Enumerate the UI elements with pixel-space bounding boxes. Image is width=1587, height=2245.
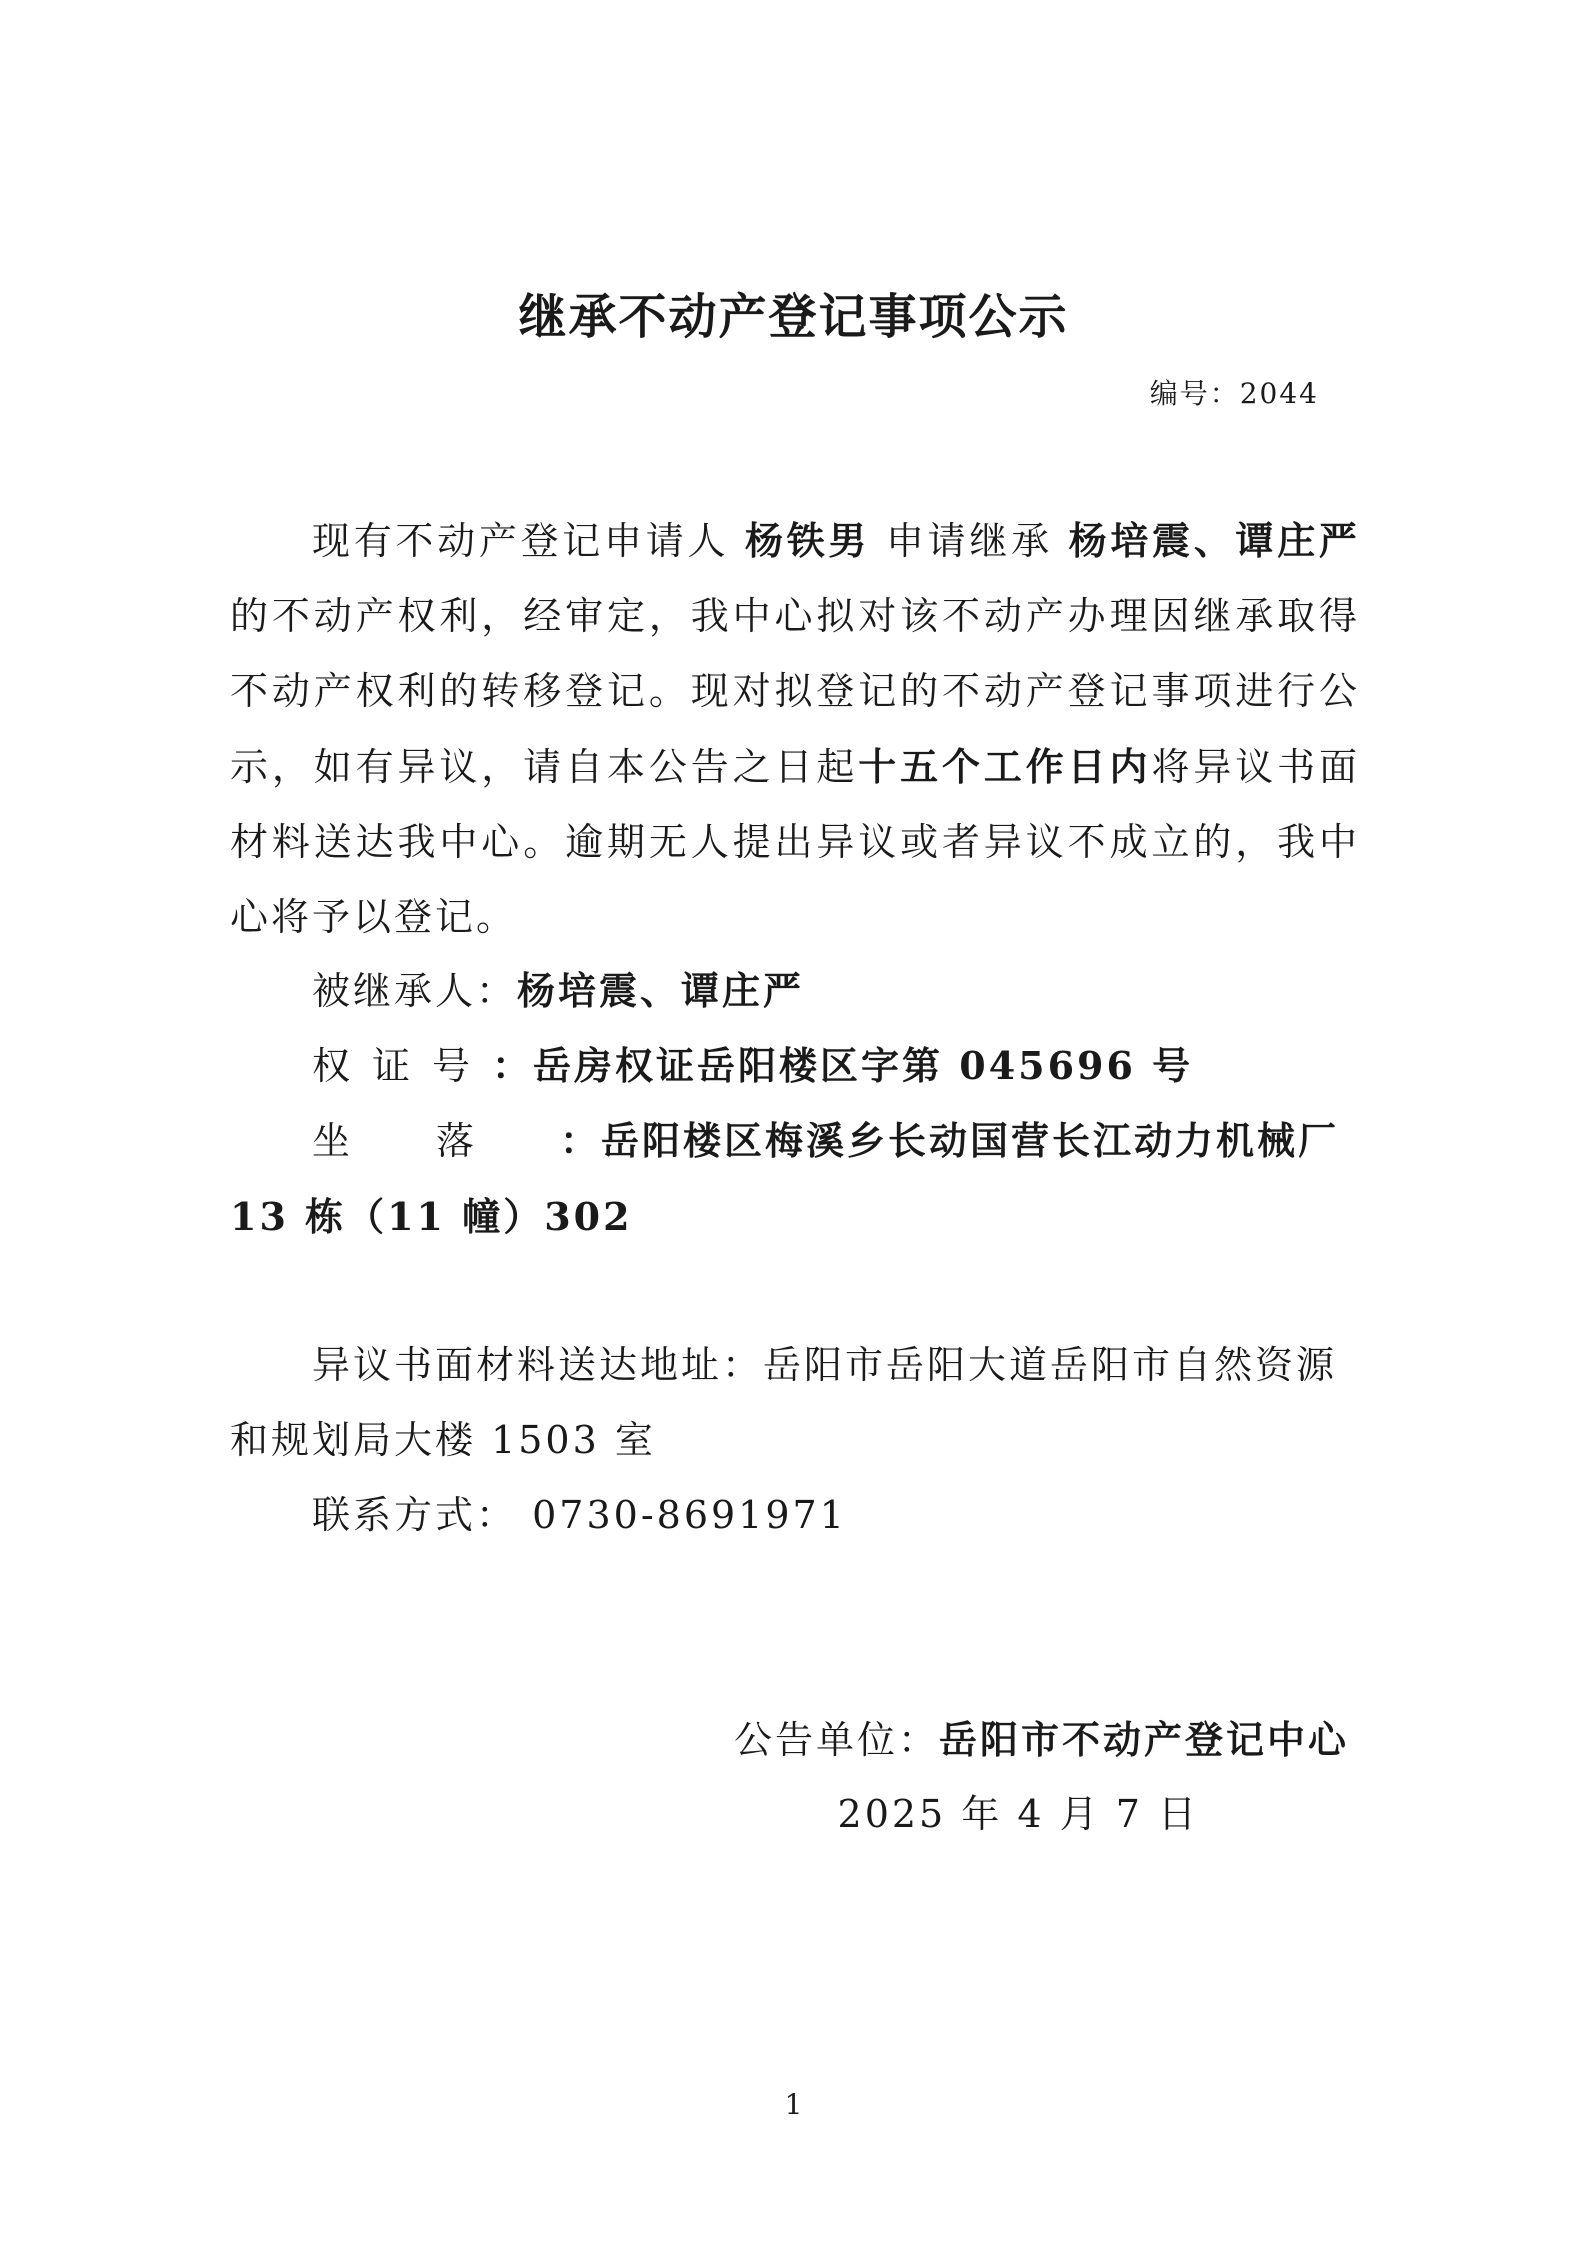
issuer-line	[734, 1702, 1349, 1778]
location-colon: ：	[560, 1118, 602, 1163]
heir-value: 杨培震、谭庄严	[517, 968, 805, 1013]
location-row	[230, 1103, 1360, 1255]
document-number: 编号：2044	[1149, 377, 1319, 410]
objection-deadline: 十五个工作日内	[858, 744, 1152, 789]
main-paragraph	[230, 503, 1360, 955]
address-label: 异议书面材料送达地址：	[312, 1343, 764, 1387]
location-label: 坐落	[312, 1119, 561, 1163]
address-value: 岳阳市岳阳大道岳阳市自然资源和规划局大楼 1503 室	[230, 1343, 1338, 1462]
location-value: 岳阳楼区梅溪乡长动国营长江动力机械厂 13 栋（11 幢）302	[230, 1118, 1340, 1239]
certificate-colon: ：	[492, 1043, 534, 1088]
page-number: 1	[784, 2088, 803, 2121]
certificate-row	[230, 1028, 1360, 1104]
heir-row	[230, 953, 1360, 1029]
certificate-value: 岳房权证岳阳楼区字第 045696 号	[533, 1043, 1194, 1088]
contact-row	[230, 1478, 1360, 1553]
decedent-names: 杨培震、谭庄严	[1068, 518, 1360, 563]
paragraph-closing: 将异议书面材料送达我中心。逾期无人提出异议或者异议不成立的，我中心将予以登记。	[230, 745, 1360, 939]
contact-phone: 0730-8691971	[532, 1493, 847, 1537]
address-row	[230, 1328, 1360, 1478]
paragraph-intro: 现有不动产登记申请人	[312, 519, 730, 563]
issuer-name: 岳阳市不动产登记中心	[938, 1717, 1349, 1762]
issuer-label: 公告单位：	[733, 1718, 939, 1762]
paragraph-inherit: 申请继承	[885, 519, 1053, 563]
notice-title: 继承不动产登记事项公示	[518, 289, 1069, 345]
paragraph-body: 的不动产权利，经审定，我中心拟对该不动产办理因继承取得不动产权利的转移登记。现对拟登记的不动产登记事项进行公示，如有异议，请自本公告之日起	[230, 594, 1360, 789]
contact-label: 联系方式：	[312, 1493, 518, 1537]
notice-date: 2025 年 4 月 7 日	[837, 1792, 1199, 1836]
heir-label: 被继承人：	[312, 969, 518, 1013]
applicant-name: 杨铁男	[744, 518, 871, 563]
certificate-label: 权证号	[312, 1044, 493, 1088]
